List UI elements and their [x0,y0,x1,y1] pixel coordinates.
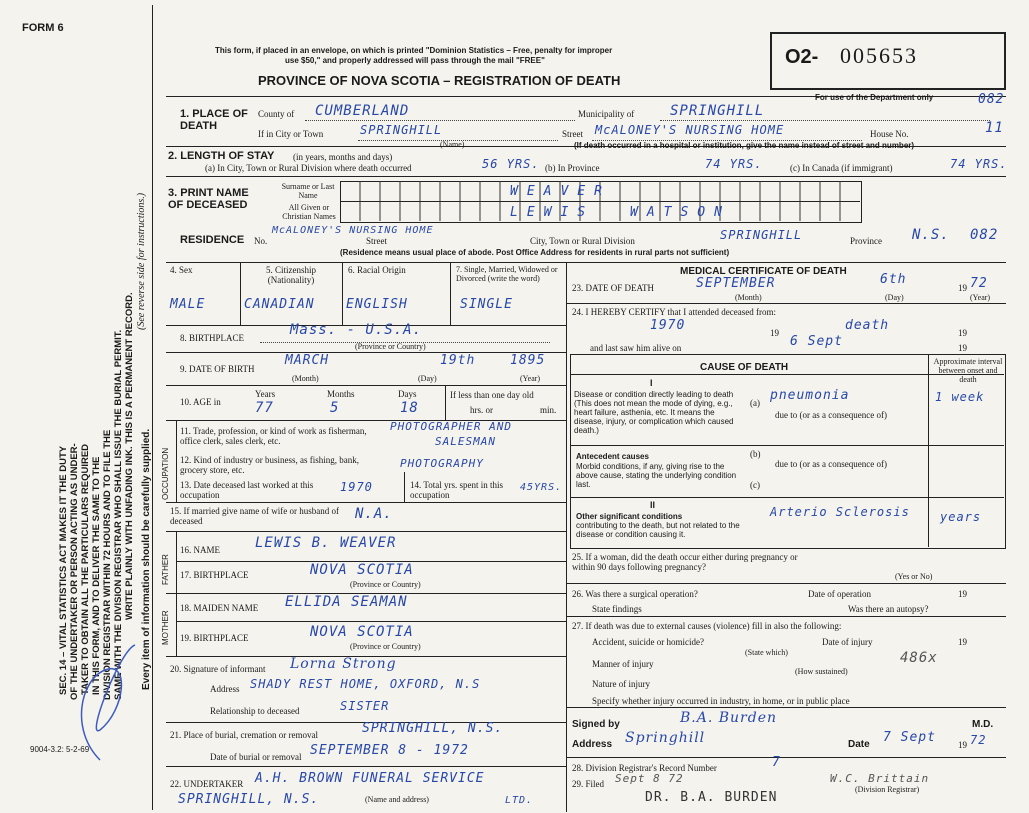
age-days-label: Days [398,389,417,399]
last-saw-label: and last saw him alive on [590,343,682,353]
dob-year: 1895 [510,353,546,368]
col-line-3 [450,262,451,325]
place-label: 1. PLACE OF DEATH [180,108,248,132]
specify-label: Specify whether injury occurred in industry, in home, or in public place [592,696,850,706]
rule-after-residence [166,262,1006,263]
street-label: Street [562,129,583,139]
relationship-label: Relationship to deceased [210,706,300,716]
roman-one: I [650,378,653,388]
birthplace-note: (Province or Country) [355,342,426,351]
undertaker-value-2: SPRINGHILL, N.S. [178,792,320,807]
dob-day-label: (Day) [418,374,437,383]
county-value: CUMBERLAND [315,103,410,119]
q15-label: 15. If married give name of wife or husband of deceased [170,506,339,526]
q23-label: 23. DATE OF DEATH [572,283,654,293]
sex-value: MALE [170,297,206,312]
cause-header: CAUSE OF DEATH [700,362,789,373]
filed-by: W.C. Brittain [830,772,930,785]
cause-c-label: (c) [750,480,760,490]
q11-label: 11. Trade, profession, or kind of work as fisherman, office clerk, sales clerk, etc. [180,426,367,446]
yes-no-label: (Yes or No) [895,572,933,581]
burial-place-value: SPRINGHILL, N.S. [362,721,504,736]
age-label: 10. AGE in [180,397,221,407]
rule-after-stay [166,176,1006,177]
due-to-1: due to (or as a consequence of) [775,410,887,420]
residence-province-value: N.S. [912,227,950,243]
rule-after-27 [566,707,1006,708]
death-day: 6th [880,272,907,287]
house-label: House No. [870,129,909,139]
mail-notice-2: use $50," and properly addressed will pass through the mail "FREE" [285,56,545,65]
registration-number: 005653 [840,43,918,68]
death-year: 72 [970,276,988,291]
left-margin-line [152,5,153,810]
registration-prefix: O2- [785,46,819,68]
code-486x: 486x [900,650,938,666]
burial-date-value: SEPTEMBER 8 - 1972 [310,743,469,758]
hrs-label: hrs. or [470,405,493,415]
house-value: 11 [985,120,1004,136]
hospital-note: (If death occurred in a hospital or institution, give the name instead of street and number) [574,141,915,150]
q28-label: 28. Division Registrar's Record Number [572,763,717,773]
date-injury-label: Date of injury [822,637,873,647]
cause-rule-1 [570,445,1004,446]
dob-year-label: (Year) [520,374,541,383]
other-conditions-label: Other significant conditions [576,512,683,521]
signed-by-label: Signed by [572,719,620,730]
cause-rule-2 [570,497,1004,498]
interval-col-line [928,354,929,547]
rule-mother-mid [176,621,566,622]
q29-label: 29. Filed [572,779,605,789]
municipality-label: Municipality of [578,109,635,119]
sex-label: 4. Sex [170,265,193,275]
q13-label: 13. Date deceased last worked at this occupation [180,480,314,500]
less-than-day-label: If less than one day old [450,390,534,400]
q13-value: 1970 [340,480,373,494]
date-value: 7 Sept [883,730,936,745]
informant-signature: Lorna Strong [290,656,397,672]
roman-two: II [650,500,656,510]
residence-code: 082 [970,227,999,243]
county-label: County of [258,109,295,119]
citizenship-label: 5. Citizenship (Nationality) [266,265,316,285]
address-label: Address [572,739,613,750]
father-birthplace-label: 17. BIRTHPLACE [180,570,249,580]
residence-no-label: No. [254,236,268,246]
address-value: Springhill [625,730,706,746]
law-line-1: SEC. 14 – VITAL STATISTICS ACT MAKES IT THE DUTY [58,445,69,695]
burial-place-label: 21. Place of burial, cremation or removal [170,730,318,740]
county-line [305,120,575,121]
stay-b-value: 74 YRS. [705,157,763,171]
citizenship-value: CANADIAN [244,297,315,312]
origin-label: 6. Racial Origin [348,265,406,275]
father-name-value: LEWIS B. WEAVER [255,535,397,551]
stay-a-value: 56 YRS. [482,157,540,171]
law-line-7: WRITE PLAINLY WITH UNFADING INK. THIS IS A PERMANENT RECORD. [124,292,135,620]
rule-after-dob [166,385,566,386]
attended-to-prefix: 19 [770,328,779,338]
age-years-label: Years [255,389,276,399]
stay-note: (in years, months and days) [293,152,393,162]
stay-a-label: (a) In City, Town or Rural Division where death occurred [205,163,412,173]
stay-c-value: 74 YRS. [950,157,1008,171]
injury-year-prefix: 19 [958,637,967,647]
death-month-label: (Month) [735,293,762,302]
form-title: PROVINCE OF NOVA SCOTIA – REGISTRATION OF DEATH [258,73,621,88]
given-name-1: LEWIS [510,205,595,220]
center-divider [566,262,567,812]
antecedent-label: Antecedent causes [576,452,649,461]
residence-value: McALONEY'S NURSING HOME [272,225,434,236]
occupation-bracket [176,420,177,502]
antecedent-note: Morbid conditions, if any, giving rise to the above cause, stating the underlying condition last. [576,462,737,489]
state-findings-label: State findings [592,604,642,614]
q14-label: 14. Total yrs. spent in this occupation [410,480,503,500]
parents-bracket [176,531,177,656]
stay-b-label: (b) In Province [545,163,600,173]
doctor-stamp: DR. B.A. BURDEN [645,790,778,805]
relationship-value: SISTER [340,699,390,713]
birthplace-value: Mass. - U.S.A. [290,322,423,338]
filed-date: Sept 8 72 [615,772,684,785]
undertaker-label: 22. UNDERTAKER [170,779,244,789]
q24-label: 24. I HEREBY CERTIFY that I attended deceased from: [572,307,776,317]
mother-birthplace-value: NOVA SCOTIA [310,624,414,640]
mother-birthplace-label: 19. BIRTHPLACE [180,633,249,643]
occupation-side-label: OCCUPATION [161,447,170,500]
accident-label: Accident, suicide or homicide? [592,637,704,647]
rule-after-signed [566,757,1006,758]
residence-city-value: SPRINGHILL [720,228,803,242]
given-names-label: All Given or Christian Names [282,203,336,221]
mother-side-label: MOTHER [161,610,170,645]
birthplace-label: 8. BIRTHPLACE [180,333,244,343]
deceased-name-label: 3. PRINT NAME OF DECEASED [168,187,249,211]
mail-notice-1: This form, if placed in an envelope, on which is printed "Dominion Statistics – Free, penalty for improper [215,46,613,55]
rule-after-occupation [166,502,566,503]
father-birthplace-value: NOVA SCOTIA [310,562,414,578]
dob-month-label: (Month) [292,374,319,383]
rule-after-26 [566,616,1006,617]
city-label: If in City or Town [258,129,324,139]
residence-note: (Residence means usual place of abode. Post Office Address for residents in rural parts not sufficient) [340,248,730,257]
undertaker-value: A.H. BROWN FUNERAL SERVICE [255,771,485,786]
nature-label: Nature of injury [592,679,650,689]
manner-label: Manner of injury [592,659,654,669]
origin-value: ENGLISH [346,297,408,312]
age-days: 18 [400,400,419,416]
last-saw-year-prefix: 19 [958,343,967,353]
date-label: Date [848,739,870,750]
interval-a-value: 1 week [935,390,985,404]
street-value: McALONEY'S NURSING HOME [595,123,785,137]
law-line-4: IN THIS FORM, AND TO DELIVER THE SAME TO THE [91,456,102,695]
surname-label: Surname or Last Name [281,182,335,200]
marital-label: 7. Single, Married, Widowed or Divorced (write the word) [456,265,558,283]
dob-month: MARCH [285,353,330,368]
age-months: 5 [330,400,340,416]
print-code: 9004-3.2: 5-2-69 [30,745,90,754]
father-side-label: FATHER [161,554,170,585]
state-which-label: (State which) [745,648,788,657]
law-line-3: TAKER TO OBTAIN ALL THE PARTICULARS REQUIRED [80,443,91,695]
md-label: M.D. [972,719,994,730]
residence-street-label: Street [366,236,387,246]
rule-after-25 [566,583,1006,584]
q12-value: PHOTOGRAPHY [400,457,484,470]
death-year-label: (Year) [970,293,991,302]
date-year: 72 [970,733,987,747]
q12-label: 12. Kind of industry or business, as fishing, bank, grocery store, etc. [180,455,359,475]
col-line-2 [342,262,343,325]
age-years: 77 [255,400,274,416]
min-label: min. [540,405,557,415]
municipality-value: SPRINGHILL [670,103,765,119]
informant-sig-label: 20. Signature of informant [170,664,266,674]
autopsy-label: Was there an autopsy? [848,604,929,614]
age-months-label: Months [327,389,355,399]
surname-value: WEAVER [510,184,611,199]
law-line-6: SAME WITH THE DIVISION REGISTRAR WHO SHALL ISSUE THE BURIAL PERMIT. [113,329,124,700]
informant-address: SHADY REST HOME, OXFORD, N.S [250,677,481,691]
city-name-note: (Name) [440,140,465,149]
father-birthplace-note: (Province or Country) [350,580,421,589]
q14-value: 45YRS. [520,482,563,493]
q25-label: 25. If a woman, did the death occur either during pregnancy or within 90 days following pregnancy? [572,552,798,572]
death-day-label: (Day) [885,293,904,302]
death-month: SEPTEMBER [696,276,776,291]
dob-day: 19th [440,353,476,368]
division-registrar-label: (Division Registrar) [855,785,920,794]
given-name-2: WATSON [630,205,731,220]
operation-year-prefix: 19 [958,589,967,599]
dob-label: 9. DATE OF BIRTH [180,364,255,374]
q27-label: 27. If death was due to external causes (violence) fill in also the following: [572,621,842,631]
undertaker-ltd: LTD. [505,795,534,806]
city-value: SPRINGHILL [360,123,443,137]
undertaker-note: (Name and address) [365,795,429,804]
rule-after-23 [566,303,1006,304]
cause-a-value: pneumonia [770,388,850,403]
municipality-line [660,120,990,121]
occ-col-line [404,472,405,502]
residence-label: RESIDENCE [180,234,245,246]
q26-label: 26. Was there a surgical operation? [572,589,698,599]
q11-value-b: SALESMAN [435,435,496,448]
stay-label: 2. LENGTH OF STAY [168,150,275,162]
law-line-5: DIVISION REGISTRAR WITHIN 72 HOURS AND TO FILE THE [102,429,113,700]
q15-value: N.A. [355,506,393,522]
rule-after-spouse [166,531,566,532]
attended-to: death [845,318,890,333]
due-to-2: due to (or as a consequence of) [775,459,887,469]
other-conditions-note: contributing to the death, but not related to the disease or condition causing it. [576,521,740,539]
mother-maiden-label: 18. MAIDEN NAME [180,603,259,613]
dept-code: 082 [978,92,1005,107]
informant-address-label: Address [210,684,240,694]
residence-province-label: Province [850,236,882,246]
medical-header: MEDICAL CERTIFICATE OF DEATH [680,266,847,277]
careful-note: Every item of information should be carefully supplied. [141,428,152,690]
cause-a-label: (a) [750,398,760,408]
other-conditions-value: Arterio Sclerosis [770,505,910,519]
mother-birthplace-note: (Province or Country) [350,642,421,651]
law-line-2: OF THE UNDERTAKER OR PERSON ACTING AS UNDER- [69,443,80,700]
reverse-side-note: (See reverse side for instructions.) [136,192,147,330]
father-name-label: 16. NAME [180,545,220,555]
interval-other-value: years [940,510,982,524]
dept-use-label: For use of the Department only [815,93,934,102]
marital-value: SINGLE [460,297,513,312]
attended-from: 1970 [650,318,686,333]
stay-c-label: (c) In Canada (if immigrant) [790,163,893,173]
death-year-prefix: 19 [958,283,967,293]
mother-maiden-value: ELLIDA SEAMAN [285,594,408,610]
age-col-line [445,385,446,420]
signed-by-value: B.A. Burden [680,710,778,726]
record-number: 7 [772,755,781,770]
how-sustained-label: (How sustained) [795,667,848,676]
date-year-prefix: 19 [958,740,967,750]
col-line-1 [240,262,241,325]
residence-city-label: City, Town or Rural Division [530,236,635,246]
date-operation-label: Date of operation [808,589,871,599]
form-number: FORM 6 [22,22,64,34]
attended-to-suffix: 19 [958,328,967,338]
interval-label: Approximate interval between onset and death [933,357,1003,384]
q11-value-a: PHOTOGRAPHER AND [390,420,512,433]
last-saw-date: 6 Sept [790,334,843,349]
rule-after-burial [166,766,566,767]
rule-after-birthplace [166,352,566,353]
burial-date-label: Date of burial or removal [210,752,302,762]
disease-label: Disease or condition directly leading to death (This does not mean the mode of dying, e.g., heart failure, asthenia, etc. It means the disease, injury, or complication which caused death.) [574,390,734,435]
cause-b-label: (b) [750,449,761,459]
